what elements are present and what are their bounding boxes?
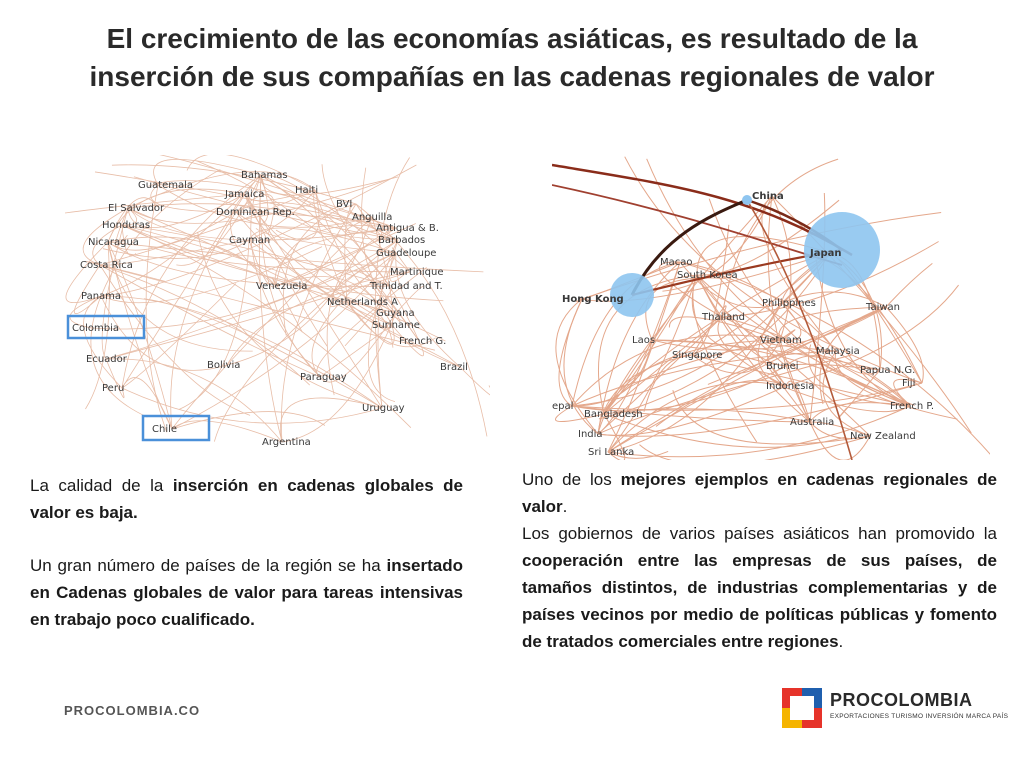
map-label-guyana: Guyana [376,308,415,319]
map-label-bangladesh: Bangladesh [584,409,643,420]
network-link [144,299,382,408]
logo-name: PROCOLOMBIA [830,690,973,710]
title-line-2: inserción de sus compañías en las cadenas regionales de valor [89,61,935,92]
title-line-1: El crecimiento de las economías asiáticas, es resultado de la [106,23,918,54]
latin-america-network-svg [42,155,490,450]
map-label-macao: Macao [660,257,693,268]
map-label-chile: Chile [152,424,178,435]
map-label-ecuador: Ecuador [86,354,127,365]
network-link [84,296,122,388]
map-label-suriname: Suriname [372,320,420,331]
slide-title [40,20,984,96]
map-label-argentina: Argentina [262,437,311,448]
left-p1-bold: inserción en cadenas globales de valor es baja. [30,476,463,522]
right-p1-bold: mejores ejemplos en cadenas regionales de valor [522,470,998,516]
map-label-french-p-: French P. [890,401,935,412]
left-p2-bold: insertado en Cadenas globales de valor para tareas intensivas en trabajo poco cualificado. [30,556,463,629]
map-label-australia: Australia [790,417,835,428]
map-label-anguilla: Anguilla [352,212,393,223]
right-p2-end: . [838,632,844,651]
map-label-bahamas: Bahamas [241,170,288,181]
left-paragraph-1 [30,472,463,526]
map-label-brazil: Brazil [440,362,468,373]
right-text-block [522,466,997,655]
map-label-sri-lanka: Sri Lanka [588,447,635,458]
china-node [742,195,752,205]
map-label-bvi: BVI [336,199,353,210]
map-label-singapore: Singapore [672,350,723,361]
footer-url[interactable]: PROCOLOMBIA.CO [64,703,201,718]
map-label-guadeloupe: Guadeloupe [376,248,437,259]
map-label-brunei: Brunei [766,361,799,372]
map-label-peru: Peru [102,383,125,394]
map-label-paraguay: Paraguay [300,372,347,383]
map-label-dominican-rep-: Dominican Rep. [216,207,295,218]
map-label-panama: Panama [81,291,122,302]
map-label-colombia: Colombia [72,323,119,334]
right-p2-bold: cooperación entre las empresas de sus países, de tamaños distintos, de industrias complementarias y de países vecinos por medio de políticas públicas y fomento de tratados comerciales entre regiones [522,551,997,651]
left-text-block [30,472,463,633]
left-paragraph-2 [30,552,463,633]
network-link [260,175,320,377]
map-label-el-salvador: El Salvador [108,203,165,214]
left-p1-plain: La calidad de la [30,476,173,495]
right-paragraph-1 [522,466,997,520]
latin-america-network-map [42,155,490,450]
asia-network-svg [552,155,990,460]
right-paragraph-2 [522,520,997,655]
network-link [122,378,172,429]
map-label-indonesia: Indonesia [766,381,815,392]
map-label-guatemala: Guatemala [138,180,194,191]
map-label-new-zealand: New Zealand [850,431,916,442]
map-label-hong-kong: Hong Kong [562,294,624,305]
map-label-philippines: Philippines [762,298,816,309]
asia-network-map [552,155,990,460]
right-p1-end: . [562,497,568,516]
network-link [559,299,582,406]
map-label-malaysia: Malaysia [816,346,860,357]
procolombia-logo-mark [782,688,822,728]
map-label-taiwan: Taiwan [866,302,901,313]
map-label-laos: Laos [632,335,656,346]
map-label-japan: Japan [810,248,842,259]
right-p1-plain: Uno de los [522,470,621,489]
map-label-martinique: Martinique [390,267,444,278]
map-label-french-g-: French G. [399,336,447,347]
right-p2-plain: Los gobiernos de varios países asiáticos han promovido la [522,524,997,543]
map-label-thailand: Thailand [702,312,745,323]
map-label-south-korea: South Korea [677,270,738,281]
map-label-jamaica: Jamaica [225,189,265,200]
map-label-cayman: Cayman [229,235,271,246]
logo-tagline: EXPORTACIONES TURISMO INVERSIÓN MARCA PAÍS [830,713,1009,720]
procolombia-logo [782,688,1009,728]
network-link [172,412,325,429]
map-label-papua-n-g-: Papua N.G. [860,365,916,376]
network-link [886,263,932,307]
map-label-honduras: Honduras [102,220,151,231]
map-label-netherlands-a: Netherlands A [327,297,398,308]
map-label-fiji: Fiji [902,378,916,389]
map-label-costa-rica: Costa Rica [80,260,133,271]
map-label-epal: epal [552,401,574,412]
map-label-vietnam: Vietnam [760,335,802,346]
network-link [320,325,392,377]
map-label-bolivia: Bolivia [207,360,241,371]
map-label-india: India [578,429,603,440]
map-label-nicaragua: Nicaragua [88,237,139,248]
map-label-antigua-b-: Antigua & B. [376,223,439,234]
map-label-uruguay: Uruguay [362,403,405,414]
map-label-barbados: Barbados [378,235,426,246]
left-p2-plain: Un gran número de países de la región se ha [30,556,387,575]
map-label-china: China [752,191,784,202]
map-label-venezuela: Venezuela [256,281,308,292]
map-label-haiti: Haiti [295,185,319,196]
map-label-trinidad-and-t-: Trinidad and T. [370,281,443,292]
